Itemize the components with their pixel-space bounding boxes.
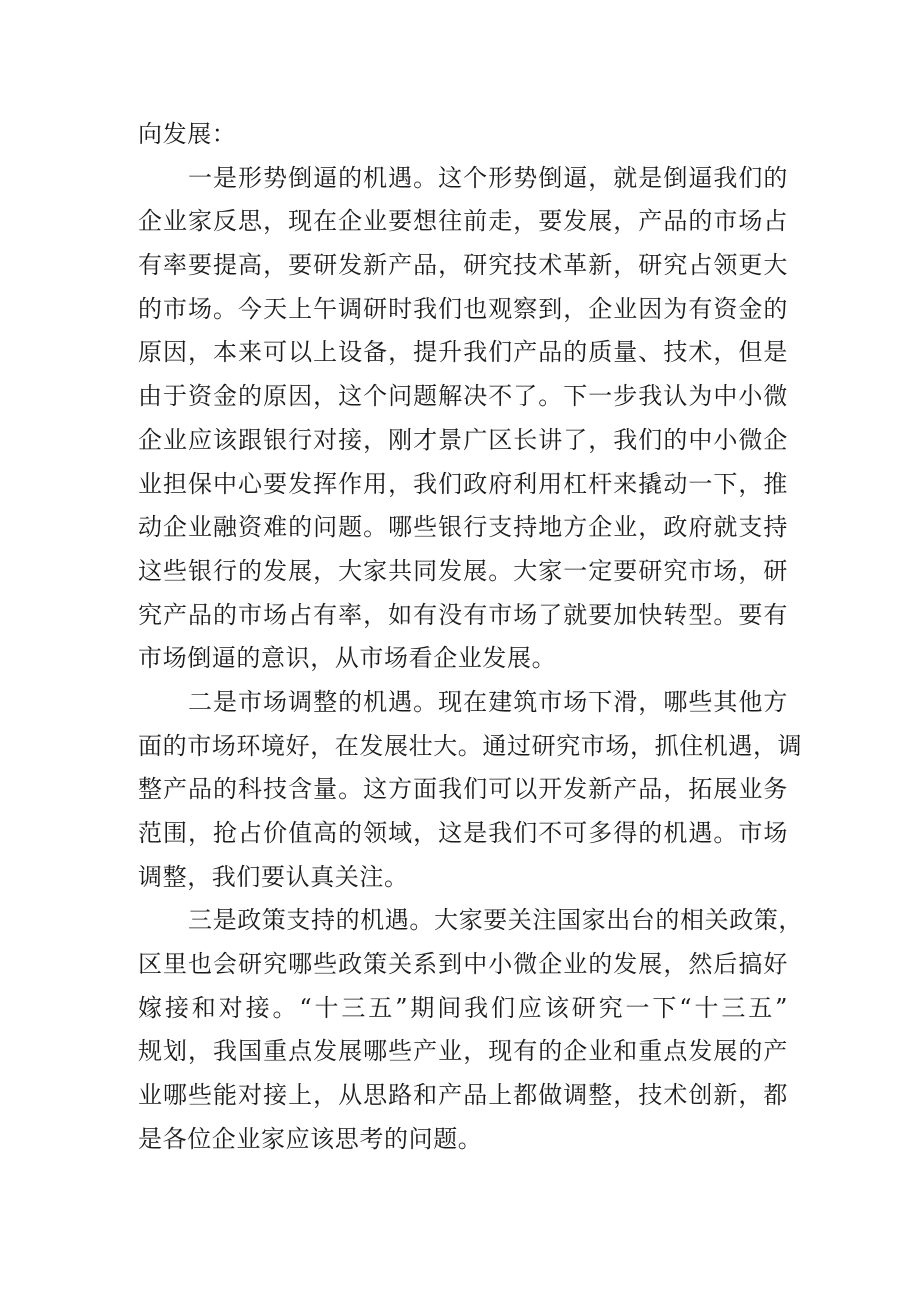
text-line: 由于资金的原因，这个问题解决不了。下一步我认为中小微: [138, 382, 788, 411]
paragraph-1-first-line: 一是形势倒逼的机遇。这个形势倒逼，就是倒逼我们的: [188, 163, 788, 192]
text-line: 企业应该跟银行对接，刚才景广区长讲了，我们的中小微企: [138, 425, 788, 454]
text-line: 范围，抢占价值高的领域，这是我们不可多得的机遇。市场: [138, 819, 788, 847]
text-line: 区里也会研究哪些政策关系到中小微企业的发展，然后搞好: [138, 950, 788, 979]
text-line: 规划，我国重点发展哪些产业，现有的企业和重点发展的产: [138, 1037, 788, 1066]
text-line: 市场倒逼的意识，从市场看企业发展。: [138, 644, 557, 673]
text-line: 是各位企业家应该思考的问题。: [138, 1124, 483, 1153]
text-line: 向发展：: [138, 120, 237, 148]
text-line: 业担保中心要发挥作用，我们政府利用杠杆来撬动一下，推: [138, 469, 788, 498]
text-line: 业哪些能对接上，从思路和产品上都做调整，技术创新，都: [138, 1081, 788, 1110]
text-line: 嫁接和对接。“十三五”期间我们应该研究一下“十三五”: [138, 993, 788, 1022]
text-line: 动企业融资难的问题。哪些银行支持地方企业，政府就支持: [138, 513, 788, 542]
text-line: 企业家反思，现在企业要想往前走，要发展，产品的市场占: [138, 207, 788, 236]
document-body: [138, 113, 803, 1162]
text-line: 面的市场环境好，在发展壮大。通过研究市场，抓住机遇，调: [138, 731, 803, 760]
text-line: 究产品的市场占有率，如有没有市场了就要加快转型。要有: [138, 600, 788, 629]
paragraph-2-first-line: 二是市场调整的机遇。现在建筑市场下滑，哪些其他方: [188, 687, 788, 716]
text-line: 的市场。今天上午调研时我们也观察到，企业因为有资金的: [138, 294, 788, 323]
text-line: 有率要提高，要研发新产品，研究技术革新，研究占领更大: [138, 251, 788, 280]
text-line: 调整，我们要认真关注。: [138, 862, 409, 891]
text-line: 原因，本来可以上设备，提升我们产品的质量、技术，但是: [138, 338, 788, 367]
text-line: 整产品的科技含量。这方面我们可以开发新产品，拓展业务: [138, 775, 788, 804]
paragraph-3-first-line: 三是政策支持的机遇。大家要关注国家出台的相关政策，: [188, 906, 803, 935]
text-line: 这些银行的发展，大家共同发展。大家一定要研究市场，研: [138, 556, 788, 585]
